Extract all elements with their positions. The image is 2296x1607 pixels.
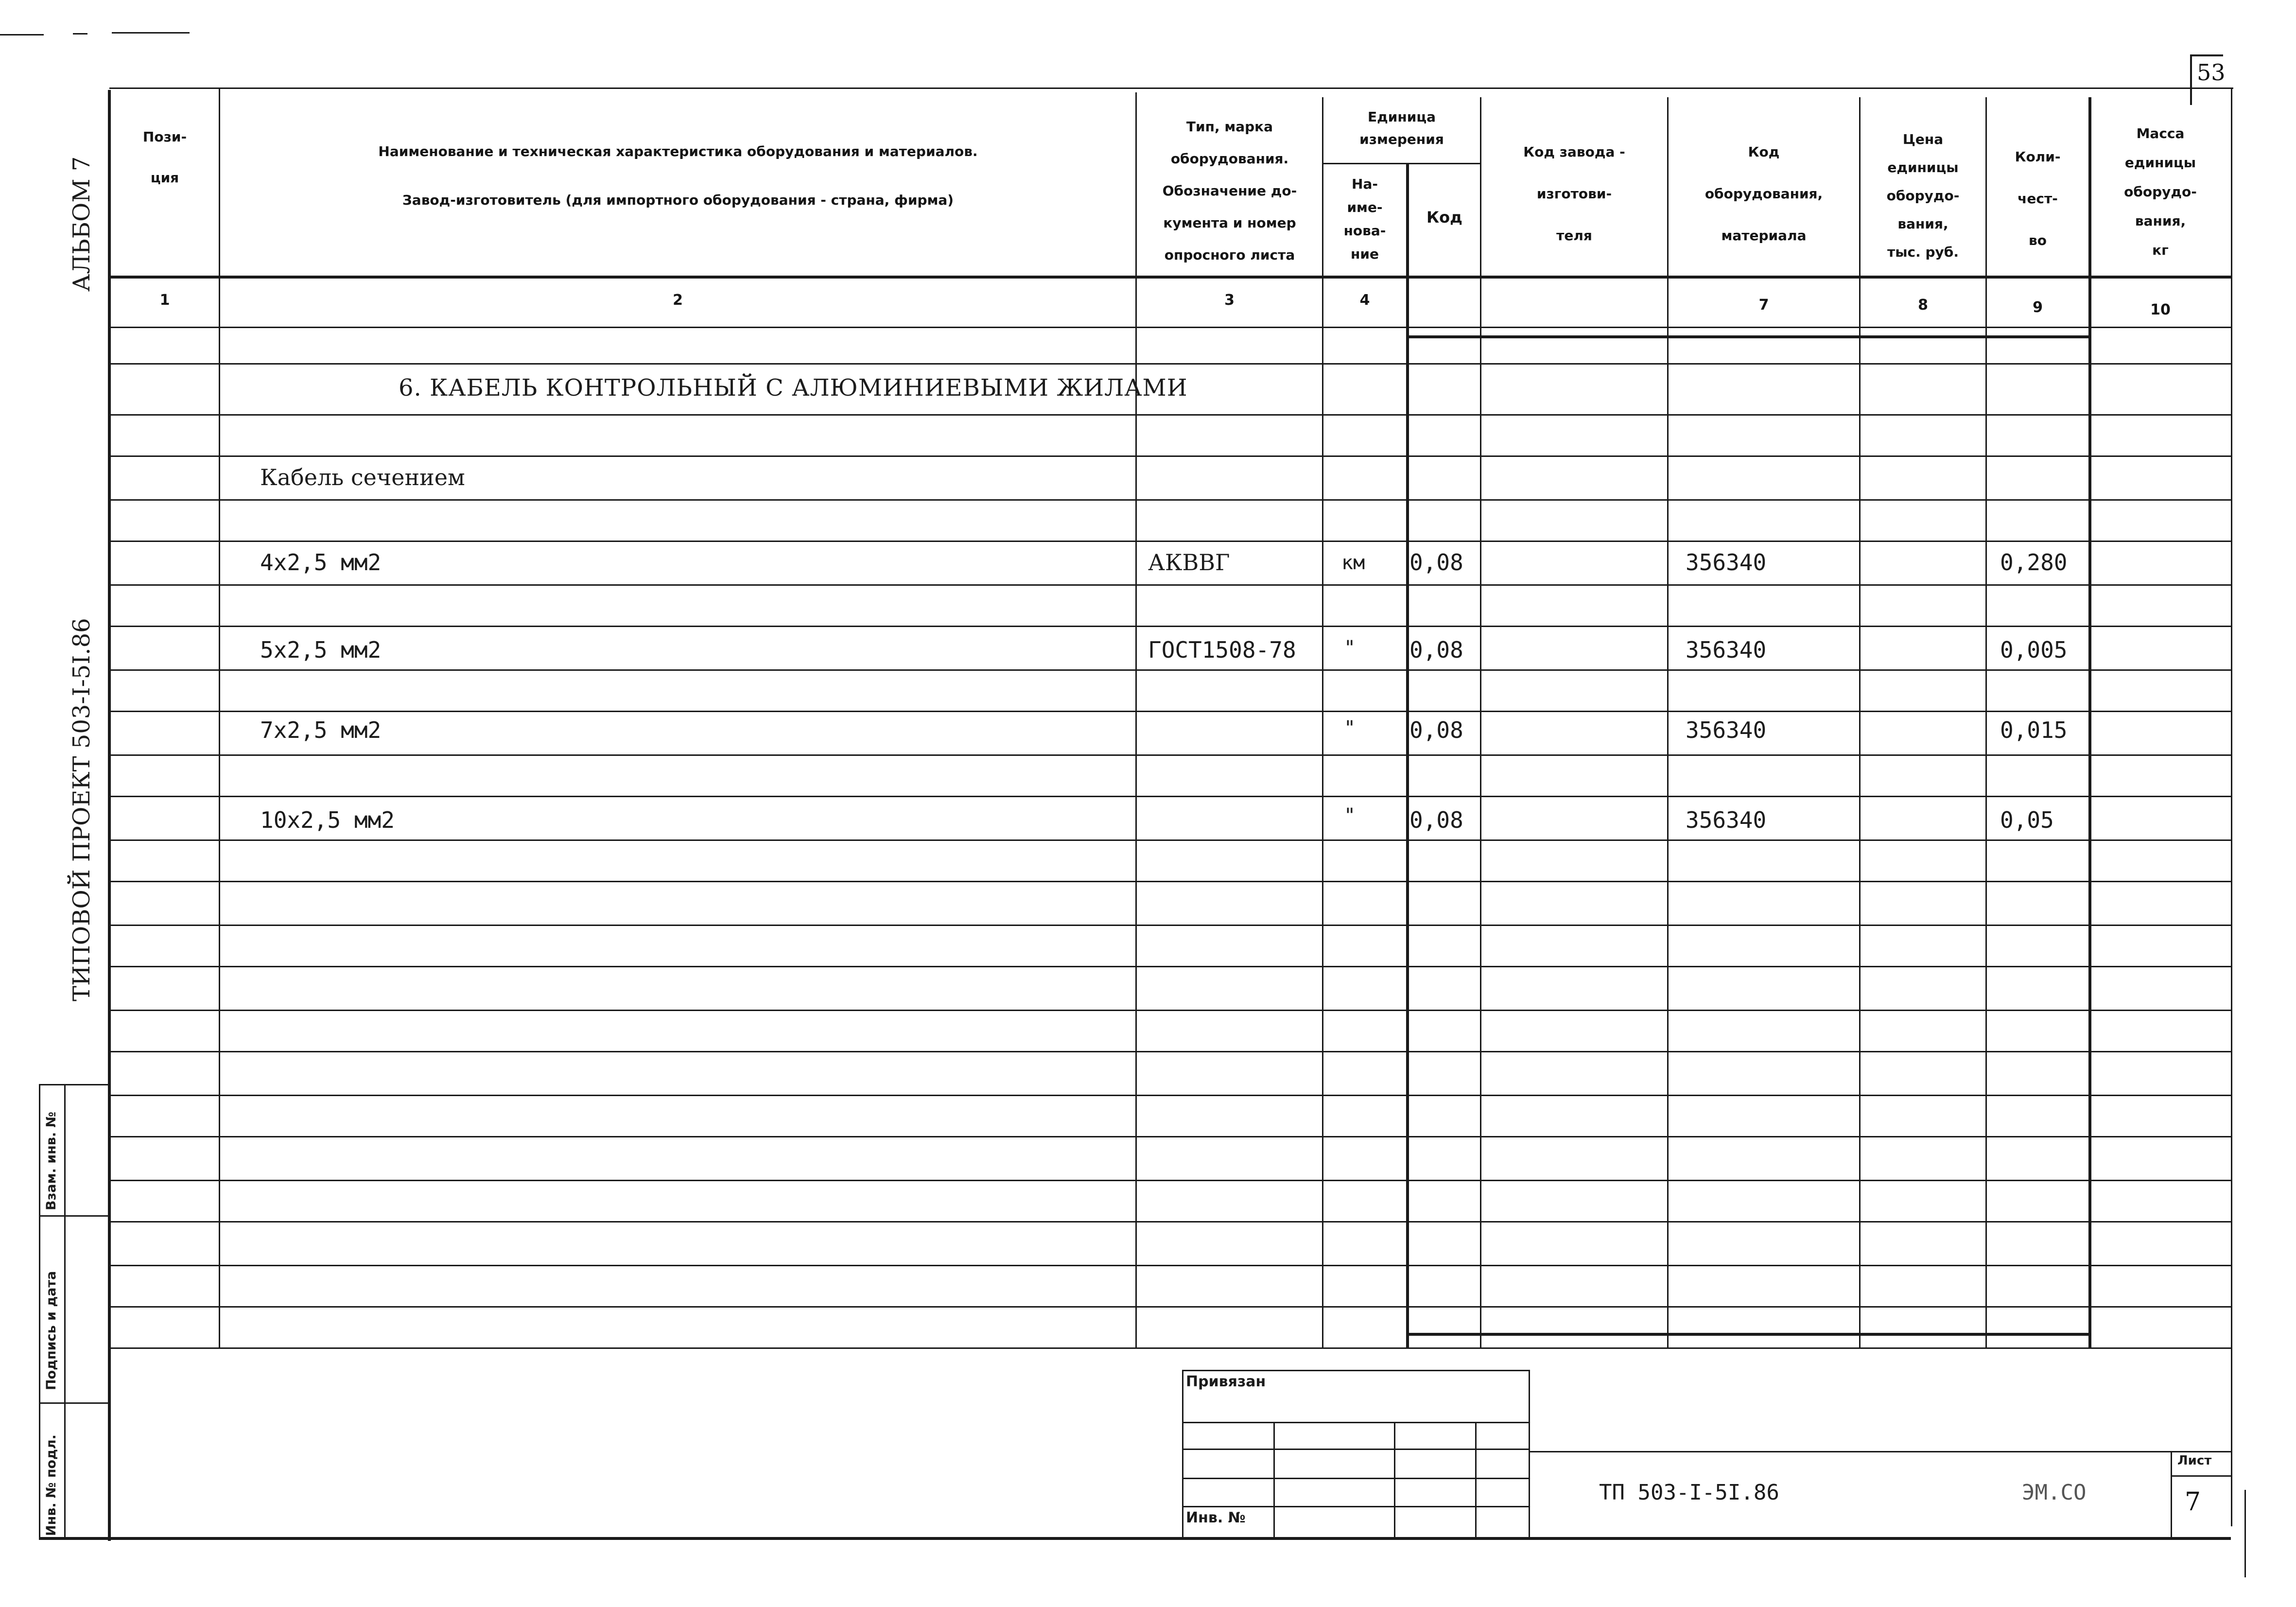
bound-label: Привязан [1186, 1373, 1266, 1390]
row-line [109, 541, 2231, 542]
right-frame-line [2231, 87, 2232, 1526]
stamp-row-line [1182, 1478, 1530, 1479]
sheet-box-divider [2171, 1475, 2231, 1477]
side-strip-divider [39, 1402, 109, 1404]
row-quantity: 0,005 [2000, 637, 2068, 663]
row-quantity: 0,05 [2000, 807, 2054, 833]
col-line-9 [2088, 97, 2091, 1349]
row-line [109, 584, 2231, 586]
side-strip-mid [64, 1084, 66, 1538]
col-line-5 [1480, 97, 1481, 1349]
bottom-frame-line [39, 1537, 2231, 1540]
row-line [109, 1265, 2231, 1266]
row-line [109, 881, 2231, 882]
side-strip-top [39, 1084, 109, 1085]
col-number: 9 [2033, 299, 2043, 316]
row-line [109, 711, 2231, 712]
col-line-3 [1322, 97, 1323, 1349]
col-number: 8 [1918, 297, 1928, 314]
row-code: 0,08 [1409, 807, 1463, 833]
stamp-row-line [1182, 1506, 1530, 1507]
title-block-top [1529, 1451, 2231, 1452]
col-line-2 [1135, 92, 1137, 1349]
col-number: 1 [159, 292, 170, 309]
page-number: 53 [2197, 59, 2226, 86]
header-bottom-line [109, 276, 2231, 279]
stamp-right-line [1529, 1370, 1530, 1537]
row-quantity: 0,015 [2000, 717, 2068, 743]
stamp-top-line [1182, 1370, 1530, 1371]
col-line-6 [1667, 97, 1669, 1349]
row-unit: " [1344, 804, 1356, 827]
header-price: Цена единицы оборудо- вания, тыс. руб. [1886, 131, 1960, 260]
row-code: 0,08 [1409, 717, 1463, 743]
col-line-4 [1406, 163, 1409, 1349]
row-type: АКВВГ [1148, 549, 1230, 576]
col-line-1 [219, 87, 220, 1349]
row-code: 0,08 [1409, 637, 1463, 663]
col-number: 4 [1359, 292, 1370, 309]
body-top-bold-line [1406, 335, 2088, 338]
col-line-7 [1859, 97, 1861, 1349]
row-line [109, 499, 2231, 501]
row-line [109, 626, 2231, 627]
number-row-line [109, 327, 2231, 328]
stamp-col-line [1394, 1422, 1395, 1537]
stamp-row-line [1182, 1422, 1530, 1423]
row-unit: " [1344, 637, 1356, 659]
row-material-code: 356340 [1686, 637, 1767, 663]
row-name: 5х2,5 мм2 [260, 637, 382, 663]
row-line [109, 1221, 2231, 1223]
unit-group-divider [1322, 163, 1480, 164]
header-quantity: Коли- чест- во [2015, 149, 2061, 248]
row-line [109, 455, 2231, 457]
row-line [109, 363, 2231, 365]
header-type: Тип, марка оборудования. Обозначение до- кумента и номер опросного листа [1162, 119, 1297, 263]
sheet-label: Лист [2177, 1453, 2212, 1468]
header-position: Пози- ция [142, 129, 187, 186]
project-label: ТИПОВОЙ ПРОЕКТ 503-I-5I.86 [68, 618, 95, 1001]
row-line [109, 669, 2231, 671]
header-unit-name: На- име- нова- ние [1343, 176, 1386, 262]
inv-original-label: Инв. № подл. [44, 1434, 59, 1536]
sheet-box-top [2171, 1451, 2231, 1452]
doc-suffix: ЭМ.СО [2022, 1480, 2087, 1505]
table-bottom-line [109, 1347, 2231, 1349]
col-line-8 [1985, 97, 1987, 1349]
row-material-code: 356340 [1686, 717, 1767, 743]
col-number: 3 [1224, 292, 1235, 309]
row-type: ГОСТ1508-78 [1148, 637, 1296, 663]
row-material-code: 356340 [1686, 807, 1767, 833]
row-line [109, 1051, 2231, 1052]
row-name: 4х2,5 мм2 [260, 549, 382, 576]
row-line [109, 1306, 2231, 1308]
top-left-mark [0, 34, 44, 35]
row-line [109, 925, 2231, 926]
col-number: 2 [673, 292, 683, 309]
row-line [109, 966, 2231, 967]
row-line [109, 796, 2231, 797]
album-label: АЛЬБОМ 7 [68, 156, 95, 292]
replace-inv-label: Взам. инв. № [44, 1111, 59, 1210]
row-line [109, 414, 2231, 416]
row-line [109, 1180, 2231, 1181]
row-quantity: 0,280 [2000, 549, 2068, 576]
stamp-left-line [1182, 1370, 1183, 1537]
stamp-col-line [1273, 1422, 1275, 1537]
row-name: 7х2,5 мм2 [260, 717, 382, 743]
body-bottom-bold-line [1406, 1333, 2088, 1336]
row-line [109, 1095, 2231, 1096]
row-name: 10х2,5 мм2 [260, 807, 395, 833]
side-strip-divider [39, 1215, 109, 1217]
top-left-mark [73, 33, 87, 35]
header-plant-code: Код завода - изготови- теля [1523, 144, 1625, 244]
subheading: Кабель сечением [260, 464, 465, 490]
row-line [109, 1010, 2231, 1011]
col-number: 7 [1758, 297, 1769, 314]
row-line [109, 754, 2231, 756]
header-mass: Масса единицы оборудо- вания, кг [2124, 125, 2197, 258]
doc-code: ТП 503-I-5I.86 [1599, 1480, 1779, 1505]
section-title: 6. КАБЕЛЬ КОНТРОЛЬНЫЙ С АЛЮМИНИЕВЫМИ ЖИЛАМИ [399, 374, 1188, 402]
row-material-code: 356340 [1686, 549, 1767, 576]
header-unit-code: Код [1426, 208, 1462, 227]
signature-date-label: Подпись и дата [44, 1271, 59, 1390]
row-line [109, 1136, 2231, 1137]
stamp-row-line [1182, 1449, 1530, 1450]
sheet-number: 7 [2185, 1487, 2201, 1517]
row-code: 0,08 [1409, 549, 1463, 576]
top-left-mark [112, 32, 190, 34]
right-edge-mark [2244, 1490, 2246, 1577]
row-unit: км [1341, 552, 1365, 574]
stamp-col-line [1475, 1422, 1477, 1537]
col-number: 10 [2150, 301, 2171, 318]
row-unit: " [1344, 717, 1356, 739]
side-strip-left [39, 1084, 40, 1538]
header-unit-group: Единица измерения [1359, 109, 1444, 147]
header-name: Наименование и техническая характеристика оборудования и материалов. Завод-изготовитель (для импортного оборудования - страна, фирма) [378, 143, 978, 208]
inv-no-label: Инв. № [1186, 1509, 1246, 1526]
sheet-box-left [2171, 1451, 2172, 1538]
row-line [109, 839, 2231, 841]
header-material-code: Код оборудования, материала [1705, 144, 1823, 244]
top-frame-line [109, 87, 2233, 89]
